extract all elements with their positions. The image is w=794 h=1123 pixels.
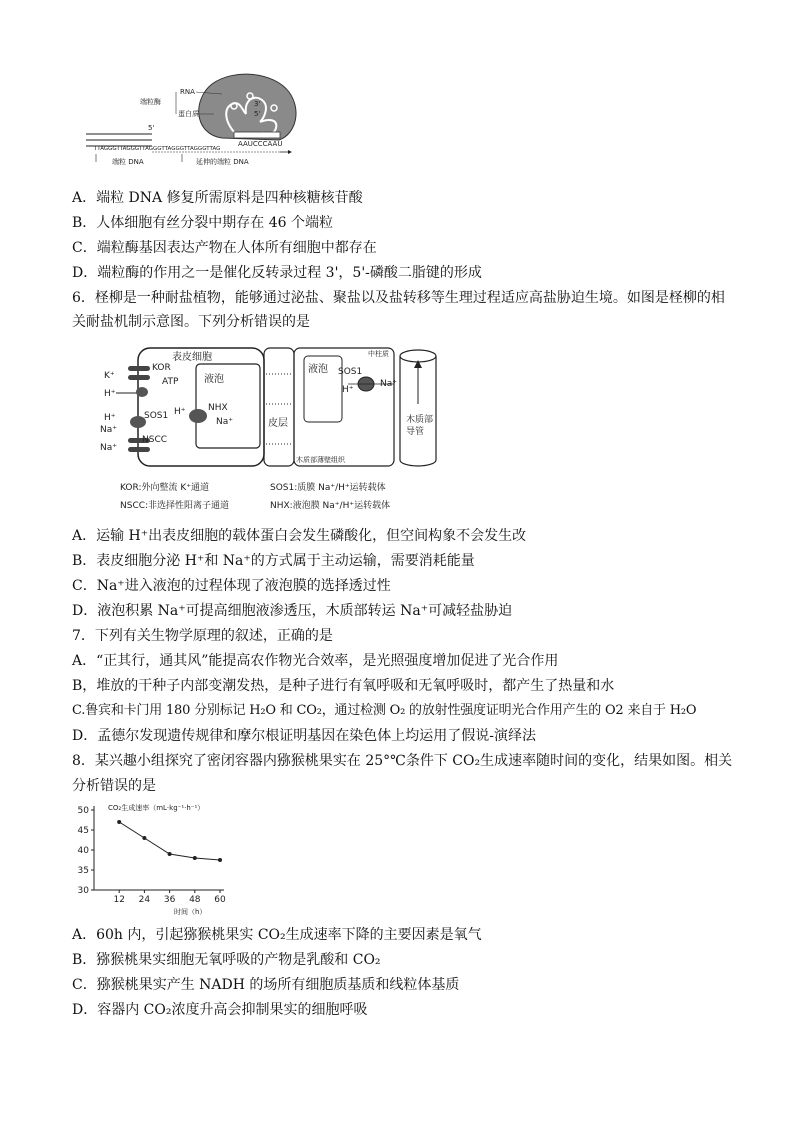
q6-option-a: A．运输 H⁺出表皮细胞的载体蛋白会发生磷酸化，但空间构象不会发生改 <box>72 528 527 544</box>
dna-seq: TTAGGGTTAGGGTTAGGGTTAGGGTTAGGGTTAG <box>94 146 221 152</box>
q7-option-b: B，堆放的干种子内部变潮发热，是种子进行有氧呼吸和无氧呼吸时，都产生了热量和水 <box>72 678 615 694</box>
cortex-label: 皮层 <box>268 418 288 429</box>
epidermis-label: 表皮细胞 <box>172 352 212 363</box>
q6-option-d: D．液泡积累 Na⁺可提高细胞液渗透压，木质部转运 Na⁺可减轻盐胁迫 <box>72 603 513 619</box>
legend-sos1: SOS1:质膜 Na⁺/H⁺运转载体 <box>270 483 386 493</box>
legend-nhx: NHX:液泡膜 Na⁺/H⁺运转载体 <box>270 501 391 511</box>
svg-text:Na⁺: Na⁺ <box>380 379 397 389</box>
q6-stem-line1: 6．柽柳是一种耐盐植物，能够通过泌盐、聚盐以及盐转移等生理过程适应高盐胁迫生境。如图是柽柳的相 <box>72 290 725 306</box>
x-tick-label: 12 <box>113 895 125 905</box>
xylem-parenchyma-label: 木质部薄壁组织 <box>296 456 345 464</box>
q8-option-b: B．猕猴桃果实细胞无氧呼吸的产物是乳酸和 CO₂ <box>72 952 381 968</box>
q6-stem-line2: 关耐盐机制示意图。下列分析错误的是 <box>72 314 310 330</box>
enzyme-label: 端粒酶 <box>140 98 161 106</box>
q7-option-d: D．孟德尔发现遗传规律和摩尔根证明基因在染色体上均运用了假说-演绎法 <box>72 728 536 744</box>
data-point <box>168 852 172 856</box>
nhx-label: NHX <box>208 403 228 413</box>
vacuole2-label: 液泡 <box>308 364 328 375</box>
vacuole-label: 液泡 <box>204 374 224 385</box>
svg-text:Na⁺: Na⁺ <box>100 443 117 453</box>
q7-option-a: A．“正其行，通其风”能提高农作物光合效率，是光照强度增加促进了光合作用 <box>72 653 559 669</box>
rna-label: RNA <box>180 88 195 96</box>
five-prime-label: 5' <box>148 124 155 132</box>
x-tick-label: 36 <box>163 895 176 905</box>
q8-option-c: C．猕猴桃果实产生 NADH 的场所有细胞质基质和线粒体基质 <box>72 977 460 993</box>
three-prime-label: 3' <box>254 100 261 108</box>
data-point <box>193 856 197 860</box>
q5-option-d: D．端粒酶的作用之一是催化反转录过程 3'，5'-磷酸二脂键的形成 <box>72 265 482 281</box>
svg-text:K⁺: K⁺ <box>104 371 115 381</box>
protein-label: 蛋白质 <box>178 110 199 118</box>
sos1-left-label: SOS1 <box>144 411 169 421</box>
chart-title: CO₂生成速率（mL·kg⁻¹·h⁻¹） <box>108 804 205 812</box>
legend-nscc: NSCC:非选择性阳离子通道 <box>120 501 230 511</box>
svg-text:H⁺: H⁺ <box>104 389 116 399</box>
svg-text:Na⁺: Na⁺ <box>216 417 233 427</box>
svg-text:H⁺: H⁺ <box>342 385 354 395</box>
y-tick-label: 35 <box>77 866 89 876</box>
kor-label: KOR <box>152 363 171 373</box>
x-tick-label: 48 <box>189 895 201 905</box>
sos1-right-label: SOS1 <box>338 367 363 377</box>
xylem-vessel-label: 木质部 <box>406 415 434 425</box>
q5-option-b: B．人体细胞有丝分裂中期存在 46 个端粒 <box>72 215 334 231</box>
q6-option-b: B．表皮细胞分泌 H⁺和 Na⁺的方式属于主动运输，需要消耗能量 <box>72 553 475 569</box>
x-tick-label: 24 <box>138 895 151 905</box>
q8-stem-line2: 分析错误的是 <box>72 778 156 794</box>
data-point <box>218 858 222 862</box>
q5-option-a: A．端粒 DNA 修复所需原料是四种核糖核苷酸 <box>72 190 363 206</box>
data-point <box>142 836 146 840</box>
q8-stem-line1: 8．某兴趣小组探究了密闭容器内猕猴桃果实在 25°℃条件下 CO₂生成速率随时间的变化，结果如图。相关 <box>72 753 733 769</box>
y-tick-label: 30 <box>77 886 89 896</box>
x-tick-label: 60 <box>214 895 226 905</box>
legend-kor: KOR:外向整流 K⁺通道 <box>120 483 210 493</box>
extended-dna-label: 延伸的端粒 DNA <box>196 158 249 166</box>
telomerase-figure <box>84 70 316 170</box>
svg-text:Na⁺: Na⁺ <box>100 425 117 435</box>
telomere-dna-label: 端粒 DNA <box>112 158 144 166</box>
salt-tolerance-figure <box>98 344 450 518</box>
stele-label: 中柱质 <box>368 350 389 358</box>
nscc-label: NSCC <box>142 435 168 445</box>
q6-option-c: C．Na⁺进入液泡的过程体现了液泡膜的选择透过性 <box>72 578 391 594</box>
svg-text:导管: 导管 <box>406 427 425 437</box>
svg-text:H⁺: H⁺ <box>104 413 116 423</box>
q8-option-a: A．60h 内，引起猕猴桃果实 CO₂生成速率下降的主要因素是氧气 <box>72 927 482 943</box>
template-seq: AAUCCCAAU <box>238 140 283 148</box>
q7-option-c: C.鲁宾和卡门用 180 分别标记 H₂O 和 CO₂，通过检测 O₂ 的放射性强度证明光合作用产生的 O2 来自于 H₂O <box>72 703 697 718</box>
y-tick-label: 40 <box>77 846 89 856</box>
svg-text:H⁺: H⁺ <box>174 407 186 417</box>
q8-option-d: D．容器内 CO₂浓度升高会抑制果实的细胞呼吸 <box>72 1002 368 1018</box>
atp-label: ATP <box>162 377 179 387</box>
y-tick-label: 50 <box>77 806 89 816</box>
q7-stem: 7．下列有关生物学原理的叙述，正确的是 <box>72 628 333 644</box>
data-point <box>117 820 121 824</box>
y-tick-label: 45 <box>77 826 89 836</box>
q5-option-c: C．端粒酶基因表达产物在人体所有细胞中都存在 <box>72 240 377 256</box>
co2-rate-chart <box>70 800 240 920</box>
five-prime-inner-label: 5' <box>254 110 261 118</box>
chart-xlabel: 时间（h） <box>174 908 207 916</box>
